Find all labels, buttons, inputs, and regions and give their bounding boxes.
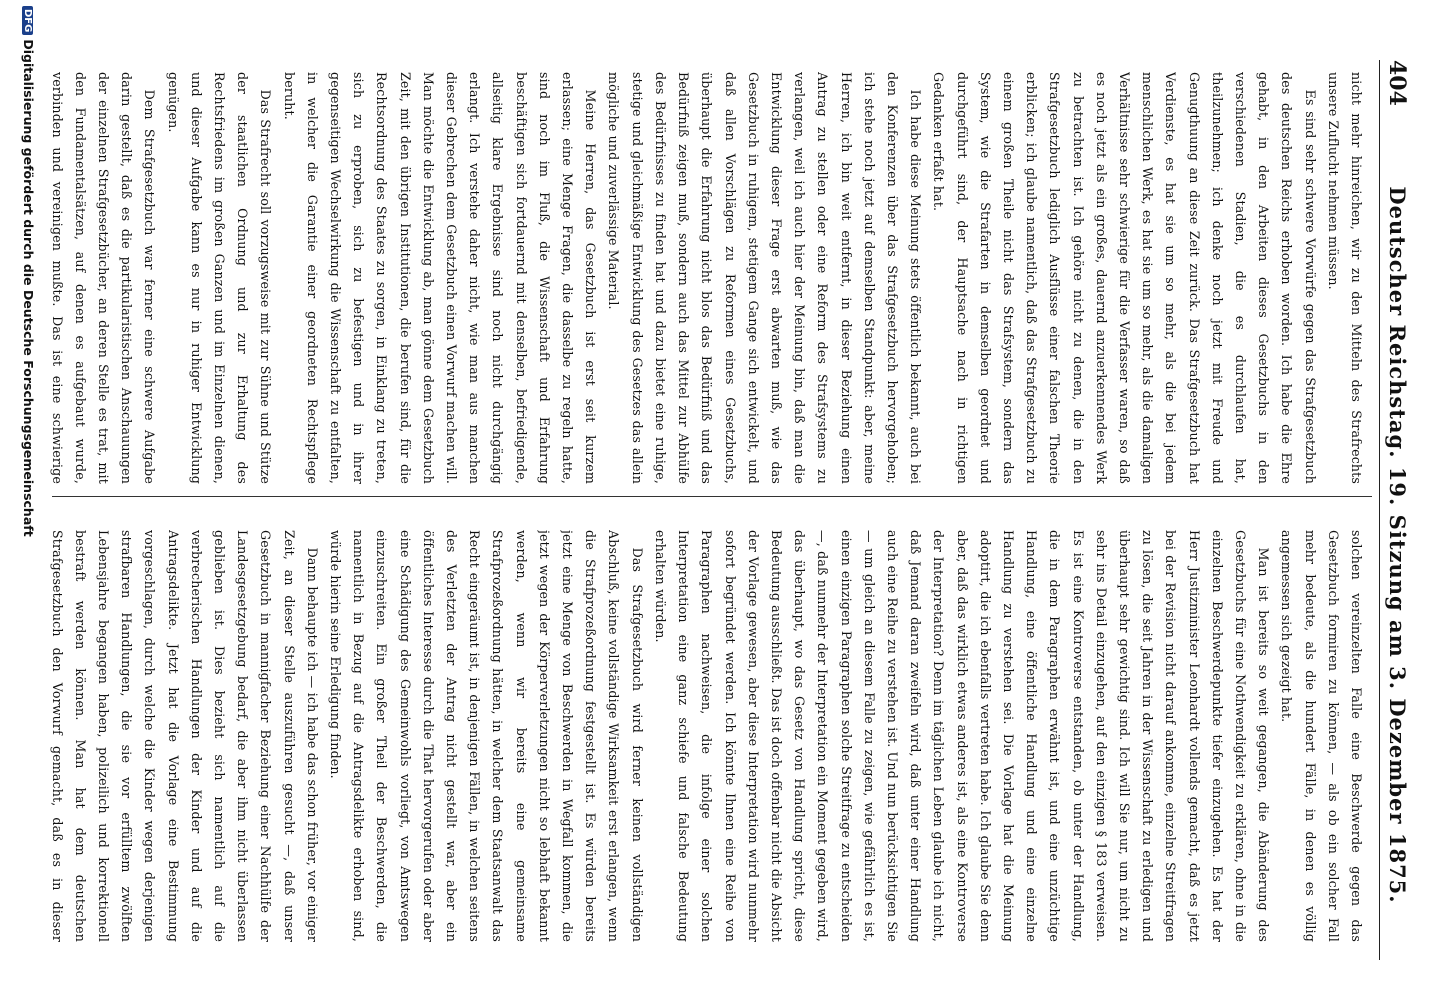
- page-header: [1379, 60, 1416, 960]
- paragraph: Das Strafgesetzbuch wird ferner keinen vollständigen Abschluß, keine vollständige Wirksamkeit erst erlangen, wenn die Strafprozeßordnung festgestellt ist. Es würden bereits jetzt eine Menge von Beschwerden in Wegfall kommen, die jetzt wegen der Körperverletzungen nicht so lebhaft bekannt werden, wenn wir bereits eine gemeinsame Strafprozeßordnung hätten, in welcher dem Staatsanwalt das Recht eingeräumt ist, in denjenigen Fällen, in welchen seitens des Verletzten der Antrag nicht gestellt war, aber ein öffentliches Interesse durch die That hervorgerufen oder aber eine Schädigung des Gemeinwohls vorliegt, von Amtswegen einzuschreiten. Ein großer Theil der Beschwerden, die namentlich in Bezug auf die Antragsdelikte erhoben sind, würde hierin seine Erledigung finden.: [328, 530, 645, 942]
- paragraph: Meine Herren, das Gesetzbuch ist erst seit kurzem erlassen; eine Menge Fragen, die dasselbe zu regeln hatte, sind noch im Fluß, die Wissenschaft und Erfahrung beschäftigen sich fortdauernd mit denselben, befriedigende, allseitig klare Ergebnisse sind noch nicht durchgängig erlangt. Ich verstehe daher nicht, wie man aus manchen dieser Gebrechen dem Gesetzbuch einen Vorwurf machen will. Man möchte die Entwicklung ab, man gönne dem Gesetzbuch Zeit, mit den übrigen Institutionen, die berufen sind, für die Rechtsordnung des Staates zu sorgen, in Einklang zu treten, sich zu erproben, sich zu befestigen und in ihrer gegenseitigen Wechselwirkung die Wissenschaft zu entfalten, in welcher die Garantie einer geordneten Rechtspflege beruht.: [281, 72, 599, 484]
- credit-text: Digitalisierung gefördert durch die Deutsche Forschungsgemeinschaft: [21, 39, 36, 537]
- left-column: [50, 72, 1368, 484]
- paragraph: nicht mehr hinreichen, wir zu den Mitteln des Strafrechts unsere Zuflucht nehmen müssen.: [1325, 72, 1364, 484]
- paragraph: solchen vereinzelten Falle eine Beschwerde gegen das Gesetzbuch formiren zu können, — als ob ein solcher Fall mehr bedeute, als die hundert Fälle, in denen es völlig angemessen sich gezeigt hat.: [1279, 530, 1364, 942]
- running-head: Deutscher Reichstag. 19. Sitzung am 3. Dezember 1875.: [1385, 186, 1410, 904]
- paragraph: Dem Strafgesetzbuch war ferner eine schwere Aufgabe darin gestellt, daß es die partikularistischen Anschauungen der einzelnen Strafgesetzbücher, an deren Stelle es trat, mit den Fundamentalsätzen, auf denen es aufgebaut wurde, verbinden und vereinigen mußte. Das ist eine schwierige: [50, 72, 158, 484]
- paragraph: Ich habe diese Meinung stets öffentlich bekannt, auch bei den Konferenzen über das Strafgesetzbuch hervorgehoben; ich stehe noch jetzt auf demselben Standpunkt: aber, meine Herren, ich bin weit entfernt, in dieser Beziehung einen Antrag zu stellen oder eine Reform des Strafsystems zu verlangen, weil ich auch hier der Meinung bin, daß man die Entwicklung dieser Frage erst abwarten muß, wie das Gesetzbuch in ruhigem, stetigem Gange sich entwickelt, und daß allen Vorschlägen zu Reformen eines Gesetzbuchs, überhaupt die Erfahrung nicht blos das Bedürfniß und das Bedürfniß zeigen muß, sondern auch das Mittel zur Abhülfe des Bedürfnisses zu finden hat und dazu bietet eine ruhige, stetige und gleichmäßige Entwicklung des Gesetzes das allein mögliche und zuverlässige Material.: [606, 72, 924, 484]
- column-divider: [52, 496, 1372, 497]
- paragraph: Es sind sehr schwere Vorwürfe gegen das Strafgesetzbuch des deutschen Reichs erhoben worden. Ich habe die Ehre gehabt, in den Arbeiten dieses Gesetzbuchs in den verschiedenen Stadien, die es durchlaufen hat, theilzunehmen; ich denke noch jetzt mit Freude und Genugthuung an diese Zeit zurück. Das Strafgesetzbuch hat Verdienste, es hat sie um so mehr, als die bei jedem menschlichen Werk, es hat sie um so mehr, als die damaligen Verhältnisse sehr schwierige für die Verfasser waren, so daß es noch jetzt als ein großes, dauernd anzuerkennendes Werk zu betrachten ist. Ich gehöre nicht zu denen, die in den Strafgesetzbuch lediglich Ausflüsse einer falschen Theorie erblicken; ich glaube namentlich, daß das Strafgesetzbuch zu einem großen Theile nicht das Strafsystem, sondern das System, wie die Strafarten in demselben geordnet und durchgeführt sind, der Hauptsache nach in richtigen Gedanken erfaßt hat.: [931, 72, 1318, 484]
- digitization-credit: [12, 6, 36, 566]
- paragraph: Man ist bereits so weit gegangen, die Abänderung des Gesetzbuchs für eine Nothwendigkeit zu erklären, ohne in die einzelnen Beschwerdepunkte tiefer einzugehen. Es hat der Herr Justizminister Leonhardt vollends gemacht, daß es jetzt bei der Revision nicht darauf ankomme, einzelne Streitfragen zu lösen, die seit Jahren in der Wissenschaft zu erledigen und überhaupt sehr gewichtig sind. Ich will Sie nur, um nicht zu sehr ins Detail einzugehen, auf den einzigen § 183 verweisen. Es ist eine Kontroverse entstanden, ob unter der Handlung, die in dem Paragraphen erwähnt ist, und eine unzüchtige Handlung, eine öffentliche Handlung und eine einzelne Handlung zu verstehen sei. Die Vorlage hat die Meinung adoptirt, die ich ebenfalls vertreten habe. Ich glaube Sie denn aber, daß das wirklich etwas anderes ist, als eine Kontroverse der Interpretation? Denn im täglichen Leben glaube ich nicht, daß Jemand daran zweifeln wird, daß unter einer Handlung auch eine Reihe zu verstehen ist. Und nun berücksichtigen Sie — um gleich an diesem Falle zu zeigen, wie gefährlich es ist, einen einzigen Paragraphen solche Streitfrage zu entscheiden —, daß nunmehr der Interpretation ein Moment gegeben wird, das überhaupt, wo das Gesetz von Handlung spricht, diese Bedeutung ausschließt. Das ist doch offenbar nicht die Absicht der Vorlage gewesen, aber diese Interpretation wird nunmehr sofort begründet werden. Ich könnte Ihnen eine Reihe von Paragraphen nachweisen, die infolge einer solchen Interpretation eine ganz schiefe und falsche Bedeutung erhalten würden.: [652, 530, 1272, 942]
- paragraph: Das Strafrecht soll vorzugsweise mit zur Sühne und Stütze der staatlichen Ordnung und zur Erhaltung des Rechtsfriedens im großen Ganzen und im Einzelnen dienen, und dieser Aufgabe kann es nur in ruhiger Entwicklung genügen.: [165, 72, 274, 484]
- paragraph: Dann behaupte ich — ich habe das schon früher, vor einiger Zeit, an dieser Stelle auszuführen gesucht —, daß unser Gesetzbuch in mannigfacher Beziehung einer Nachhülfe der Landesgesetzgebung bedarf, die aber ihm nicht überlassen geblieben ist. Dies bezieht sich namentlich auf die verbrecherischen Handlungen der Kinder und auf die Antragsdelikte. Jetzt hat die Vorlage eine Bestimmung vorgeschlagen, durch welche die Kinder wegen derjenigen strafbaren Handlungen, die sie vor erfülltem zwölften Lebensjahre begangen haben, polizeilich und korrektionell bestraft werden können. Man hat dem deutschen Strafgesetzbuch den Vorwurf gemacht, daß es in dieser: [50, 530, 320, 942]
- page-number: 404: [1384, 60, 1410, 106]
- dfg-logo: DFG: [22, 6, 33, 35]
- right-column: [50, 530, 1368, 942]
